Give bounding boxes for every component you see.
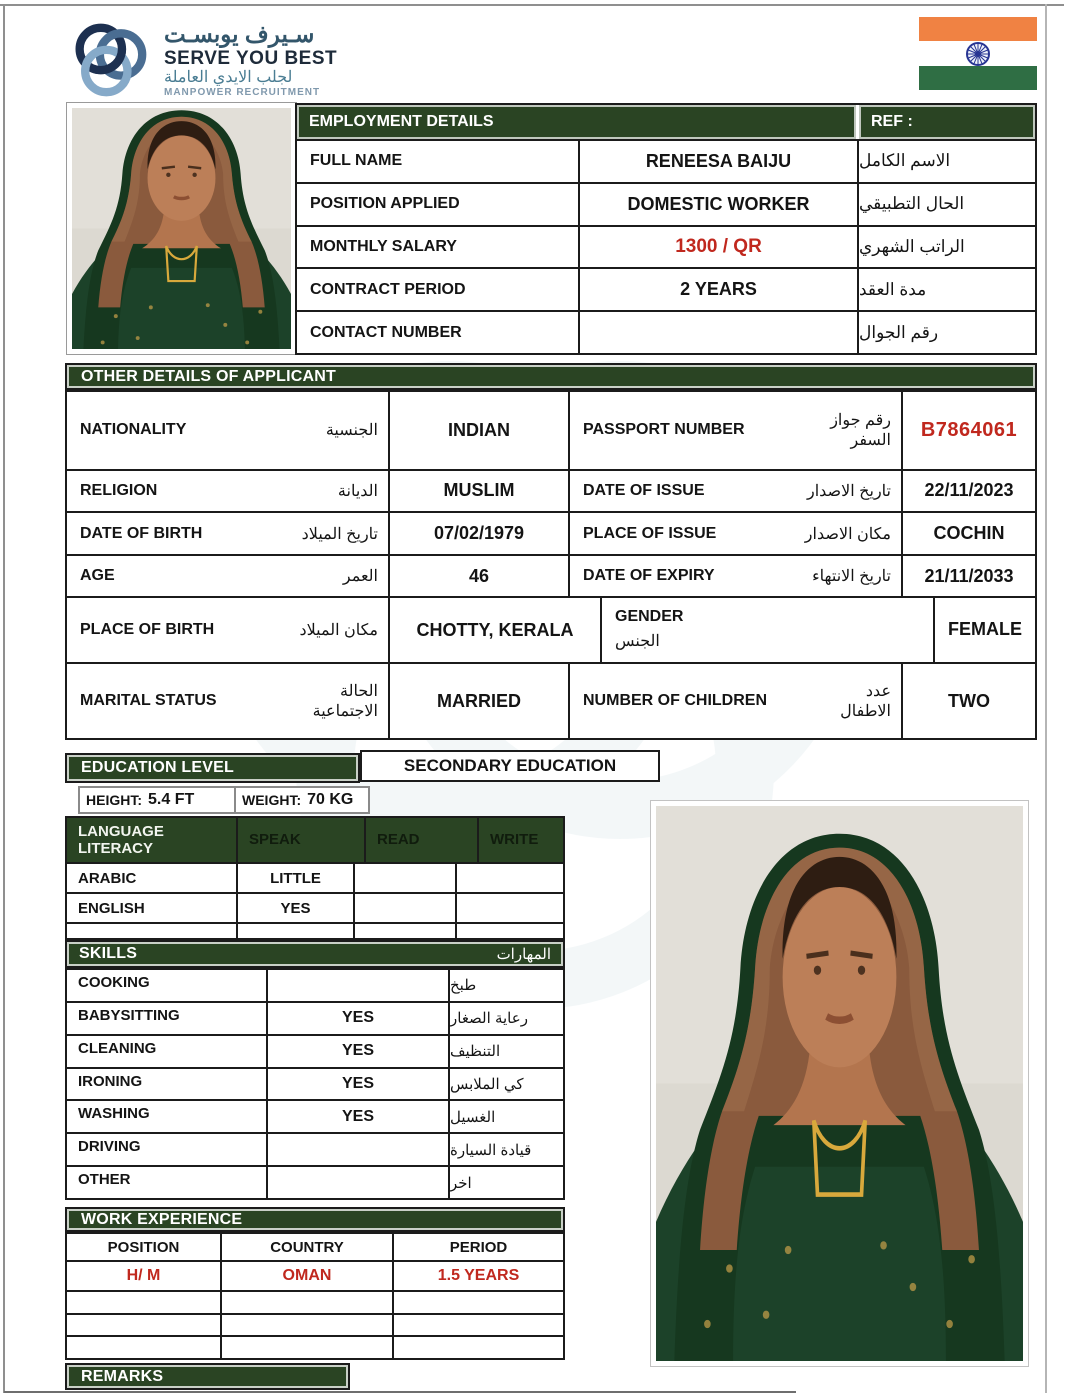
page-edge-top <box>0 4 1064 6</box>
field-label: POSITION APPLIED <box>297 184 580 225</box>
skill-label-arabic: اخر <box>450 1174 472 1192</box>
period-value <box>394 1292 563 1313</box>
skills-header <box>65 940 565 968</box>
field-label-arabic: مدة العقد <box>859 279 927 299</box>
skill-row-cooking <box>67 970 563 1001</box>
position-value <box>67 1315 222 1336</box>
flag-green-stripe <box>919 66 1037 90</box>
field-label: NATIONALITY <box>80 421 187 439</box>
field-value: INDIAN <box>390 392 570 469</box>
ashoka-chakra-icon <box>963 39 993 69</box>
skill-value <box>268 970 450 1001</box>
field-label-arabic: الحالة الاجتماعية <box>312 683 378 721</box>
field-label: NUMBER OF CHILDREN <box>583 692 767 710</box>
row-religion-issue-date <box>67 469 1035 511</box>
field-value: 21/11/2033 <box>924 565 1014 586</box>
remarks-label: REMARKS <box>81 1367 164 1385</box>
passport-number-value: B7864061 <box>920 418 1018 441</box>
skill-value: YES <box>268 1036 450 1067</box>
skill-label: DRIVING <box>67 1134 268 1165</box>
field-value <box>580 312 859 353</box>
flag-saffron-stripe <box>919 17 1037 41</box>
logo-knot-icon <box>64 14 156 106</box>
other-details-header <box>65 363 1037 390</box>
skill-label: CLEANING <box>67 1036 268 1067</box>
skill-label: COOKING <box>67 970 268 1001</box>
field-value: 22/11/2023 <box>924 480 1014 501</box>
row-birthplace-gender <box>67 596 1035 662</box>
work-experience-header <box>65 1207 565 1232</box>
skill-value: YES <box>268 1003 450 1034</box>
language-name: ENGLISH <box>67 894 238 922</box>
applicant-photo-large <box>650 800 1029 1367</box>
height-cell <box>80 788 236 812</box>
field-label-arabic: الاسم الكامل <box>859 151 951 171</box>
period-value <box>394 1315 563 1336</box>
col-language-literacy: LANGUAGE LITERACY <box>67 818 238 862</box>
remarks-header <box>65 1363 350 1390</box>
field-label-arabic: العمر <box>342 568 378 586</box>
field-label-arabic: الحال التطبيقي <box>859 194 965 214</box>
field-label-arabic: رقم جواز السفر <box>830 412 891 450</box>
field-label-arabic: تاريخ الميلاد <box>301 525 378 543</box>
field-value: MARRIED <box>390 664 570 738</box>
skill-label-arabic: الغسيل <box>450 1108 496 1126</box>
height-weight-box <box>78 786 370 814</box>
period-value: 1.5 YEARS <box>437 1267 520 1284</box>
write-value <box>457 864 563 892</box>
agency-logo <box>64 14 394 106</box>
row-marital-children <box>67 662 1035 738</box>
applicant-photo-small <box>66 102 297 355</box>
col-read: READ <box>366 818 479 862</box>
field-label-arabic: الجنس <box>615 633 660 651</box>
skill-row-washing <box>67 1099 563 1132</box>
employment-row-full-name <box>297 139 1035 182</box>
read-value <box>355 924 457 938</box>
skills-table <box>65 968 565 1200</box>
weight-cell <box>236 788 359 812</box>
field-label-arabic: الجنسية <box>325 422 378 440</box>
period-value <box>394 1337 563 1358</box>
read-value <box>355 864 457 892</box>
logo-arabic-title: سـيرف يوبسـت <box>164 20 315 47</box>
language-name <box>67 924 238 938</box>
position-value: H/ M <box>67 1262 222 1290</box>
work-experience-row <box>67 1260 563 1290</box>
skill-row-cleaning <box>67 1034 563 1067</box>
field-label: AGE <box>80 567 115 585</box>
speak-value: LITTLE <box>238 864 355 892</box>
language-literacy-table <box>65 816 565 940</box>
row-nationality-passport <box>67 392 1035 469</box>
skill-label: IRONING <box>67 1069 268 1100</box>
skill-label-arabic: قيادة السيارة <box>450 1141 532 1159</box>
field-label-arabic: عدد الاطفال <box>840 683 891 721</box>
ref-label: REF : <box>859 105 1035 139</box>
skill-value <box>268 1167 450 1198</box>
employment-row-salary <box>297 225 1035 268</box>
language-row-empty <box>67 922 563 938</box>
field-label: DATE OF BIRTH <box>80 524 203 542</box>
employment-details-header: EMPLOYMENT DETAILS <box>297 105 859 139</box>
field-label: RELIGION <box>80 481 158 499</box>
field-label: PLACE OF BIRTH <box>80 620 215 638</box>
country-value <box>222 1315 394 1336</box>
work-experience-row-empty <box>67 1313 563 1336</box>
field-label: CONTACT NUMBER <box>297 312 580 353</box>
other-details-table <box>65 390 1037 740</box>
field-label: DATE OF ISSUE <box>583 481 705 499</box>
page-edge-left <box>3 4 5 1393</box>
skill-value: YES <box>268 1069 450 1100</box>
skill-label: OTHER <box>67 1167 268 1198</box>
employment-details-table <box>295 103 1037 355</box>
country-value: OMAN <box>222 1262 394 1290</box>
field-value: COCHIN <box>933 523 1005 544</box>
employment-row-position <box>297 182 1035 225</box>
field-value: TWO <box>948 690 990 711</box>
read-value <box>355 894 457 922</box>
skills-header-arabic: المهارات <box>496 946 551 963</box>
col-period: PERIOD <box>449 1238 508 1256</box>
field-label: MONTHLY SALARY <box>297 227 580 268</box>
skill-label: BABYSITTING <box>67 1003 268 1034</box>
skill-label-arabic: طبخ <box>450 977 477 995</box>
page-edge-right <box>1045 4 1047 1393</box>
employment-row-contract <box>297 267 1035 310</box>
field-value: CHOTTY, KERALA <box>390 598 602 662</box>
skill-value: YES <box>268 1101 450 1132</box>
field-value: RENEESA BAIJU <box>580 141 859 182</box>
write-value <box>457 894 563 922</box>
col-position: POSITION <box>67 1234 222 1260</box>
country-value <box>222 1292 394 1313</box>
height-value: 5.4 FT <box>148 791 195 808</box>
other-details-header-label: OTHER DETAILS OF APPLICANT <box>81 367 336 385</box>
country-value <box>222 1337 394 1358</box>
logo-title: SERVE YOU BEST <box>164 47 338 69</box>
col-speak: SPEAK <box>238 818 366 862</box>
speak-value <box>238 924 355 938</box>
skill-label-arabic: كي الملابس <box>450 1076 524 1093</box>
logo-arabic-subtitle: لجلب الايدي العاملة <box>164 68 293 86</box>
weight-label: WEIGHT: <box>242 792 302 808</box>
work-experience-row-empty <box>67 1290 563 1313</box>
field-label: PLACE OF ISSUE <box>583 524 717 542</box>
speak-value: YES <box>238 894 355 922</box>
skill-row-driving <box>67 1132 563 1165</box>
field-value: 07/02/1979 <box>390 513 570 554</box>
skill-row-babysitting <box>67 1001 563 1034</box>
field-value: 46 <box>390 556 570 595</box>
employment-row-contact <box>297 310 1035 353</box>
education-level-label: EDUCATION LEVEL <box>81 759 234 776</box>
language-row-arabic <box>67 862 563 892</box>
field-label-arabic: مكان الميلاد <box>299 621 378 639</box>
work-experience-row-empty <box>67 1335 563 1358</box>
field-label-arabic: الديانة <box>337 482 378 500</box>
language-literacy-header-row <box>67 818 563 862</box>
india-flag <box>919 17 1037 90</box>
field-value: MUSLIM <box>390 471 570 511</box>
row-age-expiry <box>67 554 1035 595</box>
row-dob-issue-place <box>67 511 1035 554</box>
work-experience-header-label: WORK EXPERIENCE <box>81 1210 243 1228</box>
field-label: DATE OF EXPIRY <box>583 567 715 585</box>
field-label-arabic: مكان الاصدار <box>804 525 891 543</box>
skill-row-other <box>67 1165 563 1198</box>
weight-value: 70 KG <box>307 791 354 808</box>
field-label-arabic: تاريخ الانتهاء <box>812 568 891 586</box>
position-value <box>67 1292 222 1313</box>
skill-label-arabic: رعاية الصغار <box>450 1010 528 1028</box>
field-value: 1300 / QR <box>580 227 859 268</box>
field-label: MARITAL STATUS <box>80 692 217 710</box>
field-label-arabic: تاريخ الاصدار <box>806 482 891 500</box>
skill-row-ironing <box>67 1067 563 1100</box>
skills-header-label: SKILLS <box>79 945 138 962</box>
write-value <box>457 924 563 938</box>
height-label: HEIGHT: <box>86 792 142 808</box>
field-label: PASSPORT NUMBER <box>583 421 745 439</box>
field-label-arabic: الراتب الشهري <box>859 236 965 256</box>
education-level-value: SECONDARY EDUCATION <box>360 750 660 782</box>
skill-value <box>268 1134 450 1165</box>
col-write: WRITE <box>490 831 539 849</box>
field-value: DOMESTIC WORKER <box>580 184 859 225</box>
field-label-arabic: رقم الجوال <box>859 322 939 342</box>
skill-label: WASHING <box>67 1101 268 1132</box>
field-label: GENDER <box>615 608 684 626</box>
work-experience-table <box>65 1232 565 1360</box>
field-value: FEMALE <box>948 619 1022 640</box>
work-experience-header-row <box>67 1234 563 1260</box>
language-row-english <box>67 892 563 922</box>
logo-subtitle: MANPOWER RECRUITMENT <box>164 86 321 98</box>
education-level-header <box>65 753 360 783</box>
field-label: CONTRACT PERIOD <box>297 269 580 310</box>
skill-label-arabic: التنظيف <box>450 1043 501 1061</box>
position-value <box>67 1337 222 1358</box>
col-country: COUNTRY <box>222 1234 394 1260</box>
field-value: 2 YEARS <box>580 269 859 310</box>
field-label: FULL NAME <box>297 141 580 182</box>
language-name: ARABIC <box>67 864 238 892</box>
